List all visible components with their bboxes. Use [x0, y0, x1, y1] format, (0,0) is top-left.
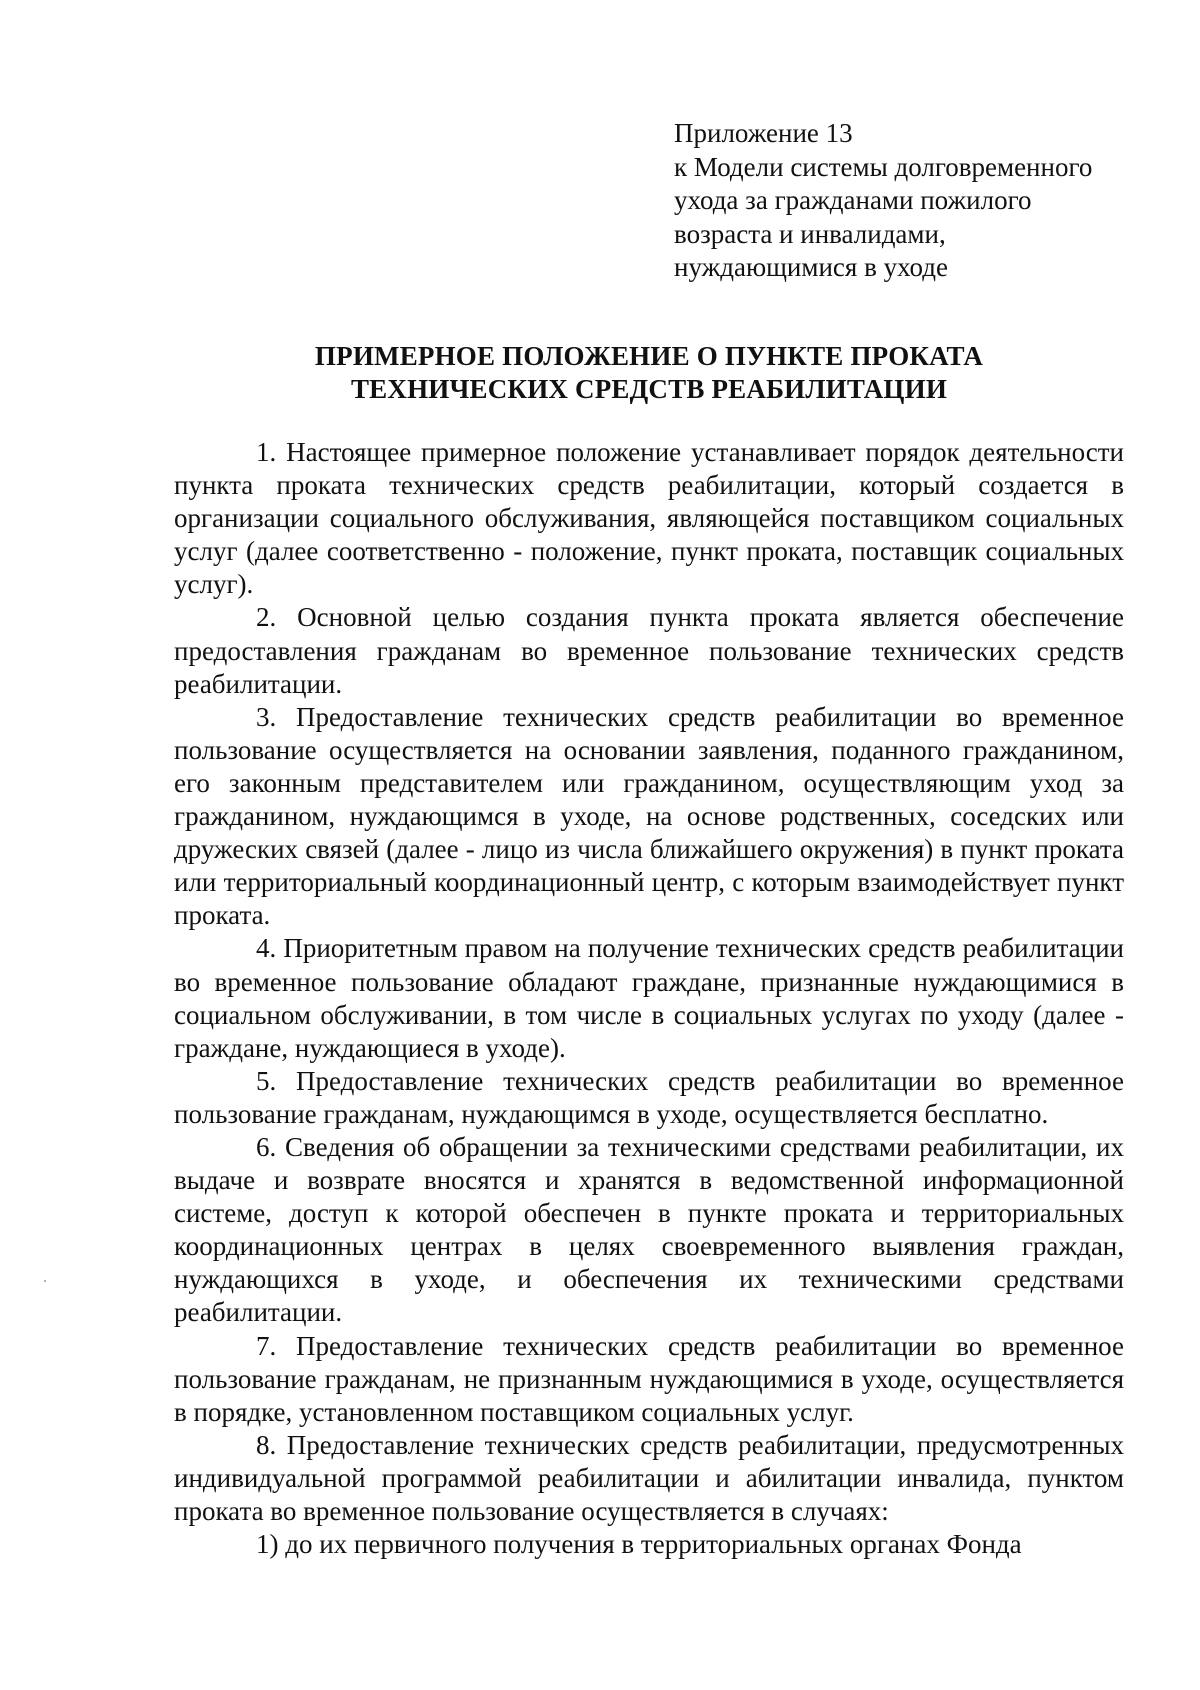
appendix-line: к Модели системы долговременного: [674, 151, 1093, 182]
paragraph-4: 4. Приоритетным правом на получение технических средств реабилитации во временное пользование обладают граждане, признанные нуждающимися в социальном обслуживании, в том числе в социальных услугах по уходу (далее - граждане, нуждающиеся в уходе).: [174, 933, 1124, 1063]
paragraph-2: 2. Основной целью создания пункта проката является обеспечение предоставления гражданам во временное пользование технических средств реабилитации.: [174, 602, 1124, 699]
document-body: [174, 436, 1124, 1561]
appendix-line: Приложение 13: [674, 118, 853, 148]
paragraph-7: 7. Предоставление технических средств реабилитации во временное пользование гражданам, не признанным нуждающимися в уходе, осуществляется в порядке, установленном поставщиком социальных услуг.: [174, 1330, 1124, 1427]
paragraph-6: 6. Сведения об обращении за техническими средствами реабилитации, их выдаче и возврате вносятся и хранятся в ведомственной информационной системе, доступ к которой обеспечен в пункте проката и территориальных координационных центрах в целях своевременного выявления граждан, нуждающихся в уходе, и обеспечения их техническими средствами реабилитации.: [174, 1131, 1124, 1328]
paragraph-5: 5. Предоставление технических средств реабилитации во временное пользование гражданам, нуждающимся в уходе, осуществляется бесплатно.: [174, 1065, 1124, 1129]
appendix-line: возраста и инвалидами,: [674, 218, 946, 249]
scan-speck: [44, 1280, 46, 1282]
title-line: ПРИМЕРНОЕ ПОЛОЖЕНИЕ О ПУНКТЕ ПРОКАТА: [314, 341, 984, 371]
paragraph-8: 8. Предоставление технических средств реабилитации, предусмотренных индивидуальной программой реабилитации и абилитации инвалида, пунктом проката во временное пользование осуществляется в случаях:: [174, 1429, 1124, 1526]
paragraph-8-item-1: 1) до их первичного получения в территориальных органах Фонда: [256, 1529, 1022, 1560]
appendix-line: ухода за гражданами пожилого: [674, 185, 1032, 215]
title-line: ТЕХНИЧЕСКИХ СРЕДСТВ РЕАБИЛИТАЦИИ: [350, 374, 948, 404]
appendix-header: [674, 117, 1144, 285]
document-title: [174, 340, 1124, 406]
paragraph-1: 1. Настоящее примерное положение устанавливает порядок деятельности пункта проката технических средств реабилитации, который создается в организации социального обслуживания, являющейся поставщиком социальных услуг (далее соответственно - положение, пункт проката, поставщик социальных услуг).: [174, 437, 1124, 600]
paragraph-3: 3. Предоставление технических средств реабилитации во временное пользование осуществляется на основании заявления, поданного гражданином, его законным представителем или гражданином, осуществляющим уход за гражданином, нуждающимся в уходе, на основе родственных, соседских или дружеских связей (далее - лицо из числа ближайшего окружения) в пункт проката или территориальный координационный центр, с которым взаимодействует пункт проката.: [174, 701, 1124, 931]
appendix-line: нуждающимися в уходе: [674, 252, 948, 282]
